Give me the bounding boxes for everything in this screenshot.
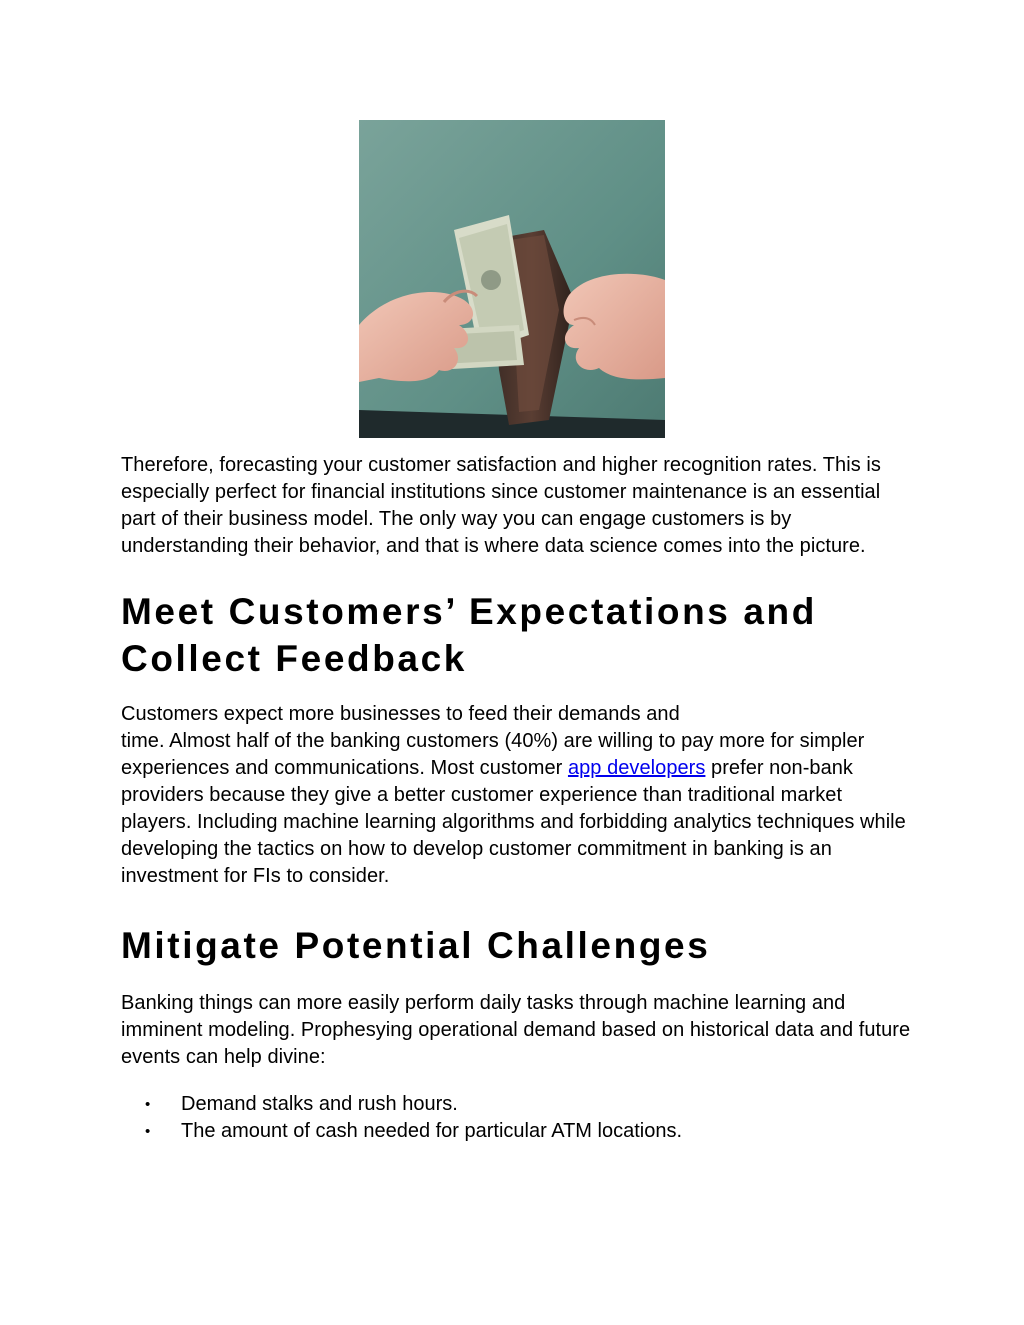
bullet-icon: • (145, 1096, 151, 1113)
meet-expectations-paragraph (121, 701, 911, 890)
heading-line-1: Meet Customers’ Expectations and (121, 591, 817, 632)
hero-photo (359, 120, 665, 438)
bullet-list (121, 1091, 911, 1145)
list-item-text: The amount of cash needed for particular ATM locations. (181, 1120, 683, 1142)
list-item-text: Demand stalks and rush hours. (181, 1093, 458, 1115)
paragraph-text-part-1: Customers expect more businesses to feed their demands and (121, 703, 680, 725)
section-heading-mitigate-challenges: Mitigate Potential Challenges (121, 925, 711, 966)
wallet-photo-illustration (359, 120, 665, 438)
heading-line-2: Collect Feedback (121, 638, 467, 679)
paragraph-text-part-2: time. Almost half of the banking customers (40%) are willing to pay more for simpler experiences and communications. Most customer (121, 730, 865, 779)
paragraph-text-part-3: prefer non-bank providers because they give a better customer experience than traditional market players. Including machine learning algorithms and forbidding analytics techniques while developing the tactics on how to develop customer commitment in banking is an investment for FIs to consider. (121, 757, 906, 887)
mitigate-challenges-paragraph: Banking things can more easily perform daily tasks through machine learning and imminent modeling. Prophesying operational demand based on historical data and future events can help divine: (121, 992, 911, 1068)
intro-paragraph: Therefore, forecasting your customer satisfaction and higher recognition rates. This is especially perfect for financial institutions since customer maintenance is an essential part of their business model. The only way you can engage customers is by understanding their behavior, and that is where data science comes into the picture. (121, 454, 881, 557)
section-heading-meet-expectations (121, 588, 911, 682)
app-developers-link[interactable]: app developers (567, 757, 706, 779)
bullet-icon: • (145, 1123, 151, 1140)
list-item (121, 1118, 911, 1145)
list-item (121, 1091, 911, 1118)
article-content (121, 452, 911, 1145)
